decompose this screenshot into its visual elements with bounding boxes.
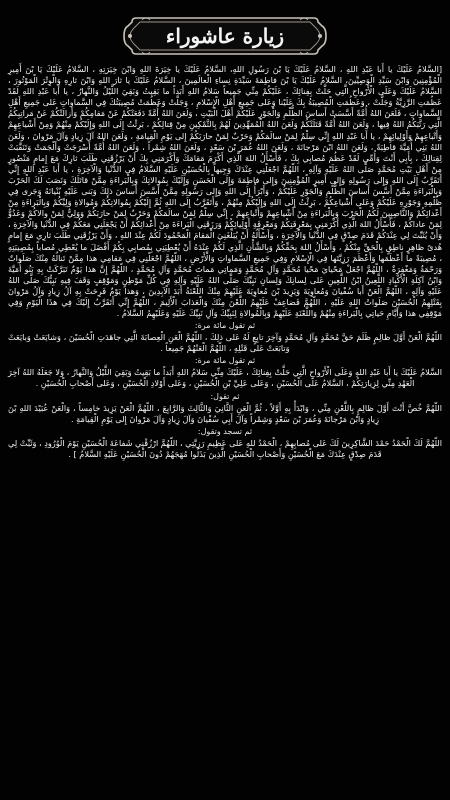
instruction-line: ثم تقول مائة مرة: — [194, 356, 256, 366]
main-paragraph: [السَّلامُ عَلَيْكَ يا أَبا عَبْدِ اللهِ ، السَّلامُ عَلَيْكَ يَا بْنَ رَسُولِ اللهِ، السَّلامُ عَلَيْكَ يا خِيَرَةَ اللهِ وَابْنَ خِيَرَتِهِ ، السَّلامُ عَلَيْكَ يَا بْنَ أَمِيرِ الْمُؤْمِنِينَ وَابْنَ سَيِّدِ الْوَصِيِّينَ، السَّلامُ عَلَيْكَ يَا بْنَ فاطِمَةَ سَيِّدَةِ نِساءِ الْعالَمِينَ ، السَّلامُ عَلَيْكَ يا ثارَ اللهِ وَابْنَ ثارِهِ وَالْوِتْرَ الْمَوْتُورَ ، السَّلامُ عَلَيْكَ وَعَلَى الْأَرْواحِ الَّتِي حَلَّتْ بِفِنائِكَ ، عَلَيْكُمْ مِنِّي جَمِيعاً سَلامُ اللهِ أَبَداً ما بَقِيتُ وَبَقِيَ اللَّيْلُ وَالنَّهارُ ، يا أَبا عَبْدِ اللهِ لَقَدْ عَظُمَتِ الرَّزِيَّةُ وَجَلَّتْ ، وَعَظُمَتِ الْمُصِيبَةُ بِكَ عَلَيْنا وَعَلى جَمِيعِ أَهْلِ الْإِسْلامِ ، وَجَلَّتْ وَعَظُمَتْ مُصِيبَتُكَ فِي السَّماواتِ عَلى جَمِيعِ أَهْلِ السَّماواتِ ، فَلَعَنَ اللهُ أُمَّةً أَسَّسَتْ أَساسَ الظُّلْمِ وَالْجَوْرِ عَلَيْكُمْ أَهْلَ الْبَيْتِ ، وَلَعَنَ اللهُ أُمَّةً دَفَعَتْكُمْ عَنْ مَقامِكُمْ وَأَزالَتْكُمْ عَنْ مَراتِبِكُمُ الَّتِي رَتَّبَكُمُ اللهُ فِيها ، وَلَعَنَ اللهُ أُمَّةً قَتَلَتْكُمْ وَلَعَنَ اللهُ الْمُمَهِّدِينَ لَهُمْ بِالتَّمْكِينِ مِنْ قِتالِكُمْ ، بَرِئْتُ إِلَى اللهِ وَإِلَيْكُمْ مِنْهُمْ وَمِنْ أَشْياعِهِمْ وَأَتْباعِهِمْ وَأَوْلِيائِهِمْ ، يا أَبا عَبْدِ اللهِ إِنِّي سِلْمٌ لِمَنْ سالَمَكُمْ وَحَرْبٌ لِمَنْ حارَبَكُمْ إِلى يَوْمِ الْقِيامَةِ ، وَلَعَنَ اللهُ آلَ زِيادٍ وَآلَ مَرْوانَ ، وَلَعَنَ اللهُ بَنِي أُمَيَّةَ قاطِبَةً ، وَلَعَنَ اللهُ ابْنَ مَرْجانَةَ ، وَلَعَنَ اللهُ عُمَرَ بْنَ سَعْدٍ ، وَلَعَنَ اللهُ شِمْراً ، وَلَعَنَ اللهُ أُمَّةً أَسْرَجَتْ وَأَلْجَمَتْ وَتَنَقَّبَتْ لِقِتالِكَ ، بِأَبِي أَنْتَ وَأُمِّي لَقَدْ عَظُمَ مُصابِي بِكَ ، فَأَسْأَلُ اللهَ الَّذِي أَكْرَمَ مَقامَكَ وَأَكْرَمَنِي بِكَ أَنْ يَرْزُقَنِي طَلَبَ ثارِكَ مَعَ إِمامٍ مَنْصُورٍ مِنْ أَهْلِ بَيْتِ مُحَمَّدٍ صَلَّى اللهُ عَلَيْهِ وَآلِهِ ، اللّهُمَّ اجْعَلْنِي عِنْدَكَ وَجِيهاً بِالْحُسَيْنِ عَلَيْهِ السَّلامُ فِي الدُّنْيا وَالْآخِرَةِ ، يا أَبا عَبْدِ اللهِ إِنِّي أَتَقَرَّبُ إِلَى اللهِ وَإِلى رَسُولِهِ وَإِلى أَمِيرِ الْمُؤْمِنِينَ وَإِلى فاطِمَةَ وَإِلَى الْحَسَنِ وَإِلَيْكَ بِمُوالاتِكَ وَبِالْبَراءَةِ مِمَّنْ قاتَلَكَ وَنَصَبَ لَكَ الْحَرْبَ وَبِالْبَراءَةِ مِمَّنْ أَسَّسَ أَساسَ الظُّلْمِ وَالْجَوْرِ عَلَيْكُمْ ، وَأَبْرَأُ إِلَى اللهِ وَإِلى رَسُولِهِ مِمَّنْ أَسَّسَ أَساسَ ذلِكَ وَبَنى عَلَيْهِ بُنْيانَهُ وَجَرى فِي ظُلْمِهِ وَجَوْرِهِ عَلَيْكُمْ وَعَلى أَشْياعِكُمْ ، بَرِئْتُ إِلَى اللهِ وَإِلَيْكُمْ مِنْهُمْ ، وَأَتَقَرَّبُ إِلَى اللهِ ثُمَّ إِلَيْكُمْ بِمُوالاتِكُمْ وَمُوالاةِ وَلِيِّكُمْ وَبِالْبَراءَةِ مِنْ أَعْدائِكُمْ وَالنَّاصِبِينَ لَكُمُ الْحَرْبَ وَبِالْبَراءَةِ مِنْ أَشْياعِهِمْ وَأَتْباعِهِمْ ، إِنِّي سِلْمٌ لِمَنْ سالَمَكُمْ وَحَرْبٌ لِمَنْ حارَبَكُمْ وَوَلِيٌّ لِمَنْ والاكُمْ وَعَدُوٌّ لِمَنْ عاداكُمْ ، فَأَسْأَلُ اللهَ الَّذِي أَكْرَمَنِي بِمَعْرِفَتِكُمْ وَمَعْرِفَةِ أَوْلِيائِكُمْ وَرَزَقَنِي الْبَراءَةَ مِنْ أَعْدائِكُمْ أَنْ يَجْعَلَنِي مَعَكُمْ فِي الدُّنْيا وَالْآخِرَةِ ، وَأَنْ يُثَبِّتَ لِي عِنْدَكُمْ قَدَمَ صِدْقٍ فِي الدُّنْيا وَالْآخِرَةِ ، وَأَسْأَلُهُ أَنْ يُبَلِّغَنِيَ الْمَقامَ الْمَحْمُودَ لَكُمْ عِنْدَ اللهِ ، وَأَنْ يَرْزُقَنِي طَلَبَ ثارِي مَعَ إِمامٍ هُدىً ظاهِرٍ ناطِقٍ بِالْحَقِّ مِنْكُمْ ، وَأَسْأَلُ اللهَ بِحَقِّكُمْ وَبِالشَّأْنِ الَّذِي لَكُمْ عِنْدَهُ أَنْ يُعْطِيَنِي بِمُصابِي بِكُمْ أَفْضَلَ ما يُعْطِي مُصاباً بِمُصِيبَتِهِ ، مُصِيبَةً ما أَعْظَمَها وَأَعْظَمَ رَزِيَّتَها فِي الْإِسْلامِ وَفِي جَمِيعِ السَّماواتِ وَالْأَرْضِ ، اللّهُمَّ اجْعَلْنِي فِي مَقامِي هذا مِمَّنْ تَنالُهُ مِنْكَ صَلَواتٌ وَرَحْمَةٌ وَمَغْفِرَةٌ ، اللّهُمَّ اجْعَلْ مَحْيايَ مَحْيا مُحَمَّدٍ وَآلِ مُحَمَّدٍ وَمَماتِي مَماتَ مُحَمَّدٍ وَآلِ مُحَمَّدٍ ، اللّهُمَّ إِنَّ هذا يَوْمٌ تَبَرَّكَتْ بِهِ بَنُو أُمَيَّةَ وَابْنُ آكِلَةِ الْأَكْبادِ اللَّعِينُ ابْنُ اللَّعِينِ عَلى لِسانِكَ وَلِسانِ نَبِيِّكَ صَلَّى اللهُ عَلَيْهِ وَآلِهِ فِي كُلِّ مَوْطِنٍ وَمَوْقِفٍ وَقَفَ فِيهِ نَبِيُّكَ صَلَّى اللهُ عَلَيْهِ وَآلِهِ ، اللّهُمَّ الْعَنْ أَبا سُفْيانَ وَمُعاوِيَةَ وَيَزِيدَ بْنَ مُعاوِيَةَ عَلَيْهِمْ مِنْكَ اللَّعْنَةُ أَبَدَ الْآبِدِينَ ، وَهذا يَوْمٌ فَرِحَتْ بِهِ آلُ زِيادٍ وَآلُ مَرْوانَ بِقَتْلِهِمُ الْحُسَيْنَ صَلَواتُ اللهِ عَلَيْهِ ، اللّهُمَّ فَضاعِفْ عَلَيْهِمُ اللَّعْنَ مِنْكَ وَالْعَذابَ الْأَلِيمَ ، اللّهُمَّ إِنِّي أَتَقَرَّبُ إِلَيْكَ فِي هذَا الْيَوْمِ وَفِي مَوْقِفِي هذا وَأَيَّامِ حَياتِي بِالْبَراءَةِ مِنْهُمْ وَاللَّعْنَةِ عَلَيْهِمْ وَبِالْمُوالاةِ لِنَبِيِّكَ وَآلِ نَبِيِّكَ عَلَيْهِ وَعَلَيْهِمُ السَّلامُ . — [8, 64, 442, 319]
instruction-line: ثم تقول: — [210, 391, 240, 401]
section-paragraph: اللّهُمَّ خُصَّ أَنْتَ أَوَّلَ ظالِمٍ بِاللَّعْنِ مِنِّي ، وَابْدَأْ بِهِ أَوَّلاً ، ثُمَّ الْعَنِ الثَّانِيَ وَالثَّالِثَ وَالرَّابِعَ ، اللّهُمَّ الْعَنْ يَزِيدَ خامِساً ، وَالْعَنْ عُبَيْدَ اللهِ بْنَ زِيادٍ وَابْنَ مَرْجانَةَ وَعُمَرَ بْنَ سَعْدٍ وَشِمْراً وَآلَ أَبِي سُفْيانَ وَآلَ زِيادٍ وَآلَ مَرْوانَ إِلى يَوْمِ الْقِيامَةِ . — [8, 402, 442, 424]
instruction-line: ثم تسجد وتقول: — [197, 426, 253, 436]
ziyarat-text — [8, 64, 442, 460]
title-banner — [122, 14, 328, 58]
section-paragraph: اللّهُمَّ لَكَ الْحَمْدُ حَمْدَ الشَّاكِرِينَ لَكَ عَلى مُصابِهِمْ ، الْحَمْدُ للهِ عَلى عَظِيمِ رَزِيَّتِي ، اللّهُمَّ ارْزُقْنِي شَفاعَةَ الْحُسَيْنِ يَوْمَ الْوُرُودِ ، وَثَبِّتْ لِي قَدَمَ صِدْقٍ عِنْدَكَ مَعَ الْحُسَيْنِ وَأَصْحابِ الْحُسَيْنِ الَّذِينَ بَذَلُوا مُهَجَهُمْ دُونَ الْحُسَيْنِ عَلَيْهِ السَّلامُ ] . — [8, 437, 442, 459]
page-title: زيارة عاشوراء — [165, 24, 285, 48]
section-paragraph: السَّلامُ عَلَيْكَ يا أَبا عَبْدِ اللهِ وَعَلَى الْأَرْواحِ الَّتِي حَلَّتْ بِفِنائِكَ ، عَلَيْكَ مِنِّي سَلامُ اللهِ أَبَداً ما بَقِيتُ وَبَقِيَ اللَّيْلُ وَالنَّهارُ ، وَلا جَعَلَهُ اللهُ آخِرَ الْعَهْدِ مِنِّي لِزِيارَتِكُمْ ، السَّلامُ عَلَى الْحُسَيْنِ ، وَعَلى عَلِيِّ بْنِ الْحُسَيْنِ ، وَعَلى أَوْلادِ الْحُسَيْنِ ، وَعَلى أَصْحابِ الْحُسَيْنِ . — [8, 367, 442, 389]
instruction-line: ثم تقول مائة مرة: — [194, 321, 256, 331]
section-paragraph: اللّهُمَّ الْعَنْ أَوَّلَ ظالِمٍ ظَلَمَ حَقَّ مُحَمَّدٍ وَآلِ مُحَمَّدٍ وَآخِرَ تابِعٍ لَهُ عَلى ذلِكَ ، اللّهُمَّ الْعَنِ الْعِصابَةَ الَّتِي جاهَدَتِ الْحُسَيْنَ ، وَشايَعَتْ وَبايَعَتْ وَتابَعَتْ عَلى قَتْلِهِ ، اللّهُمَّ الْعَنْهُمْ جَمِيعاً . — [8, 332, 442, 354]
